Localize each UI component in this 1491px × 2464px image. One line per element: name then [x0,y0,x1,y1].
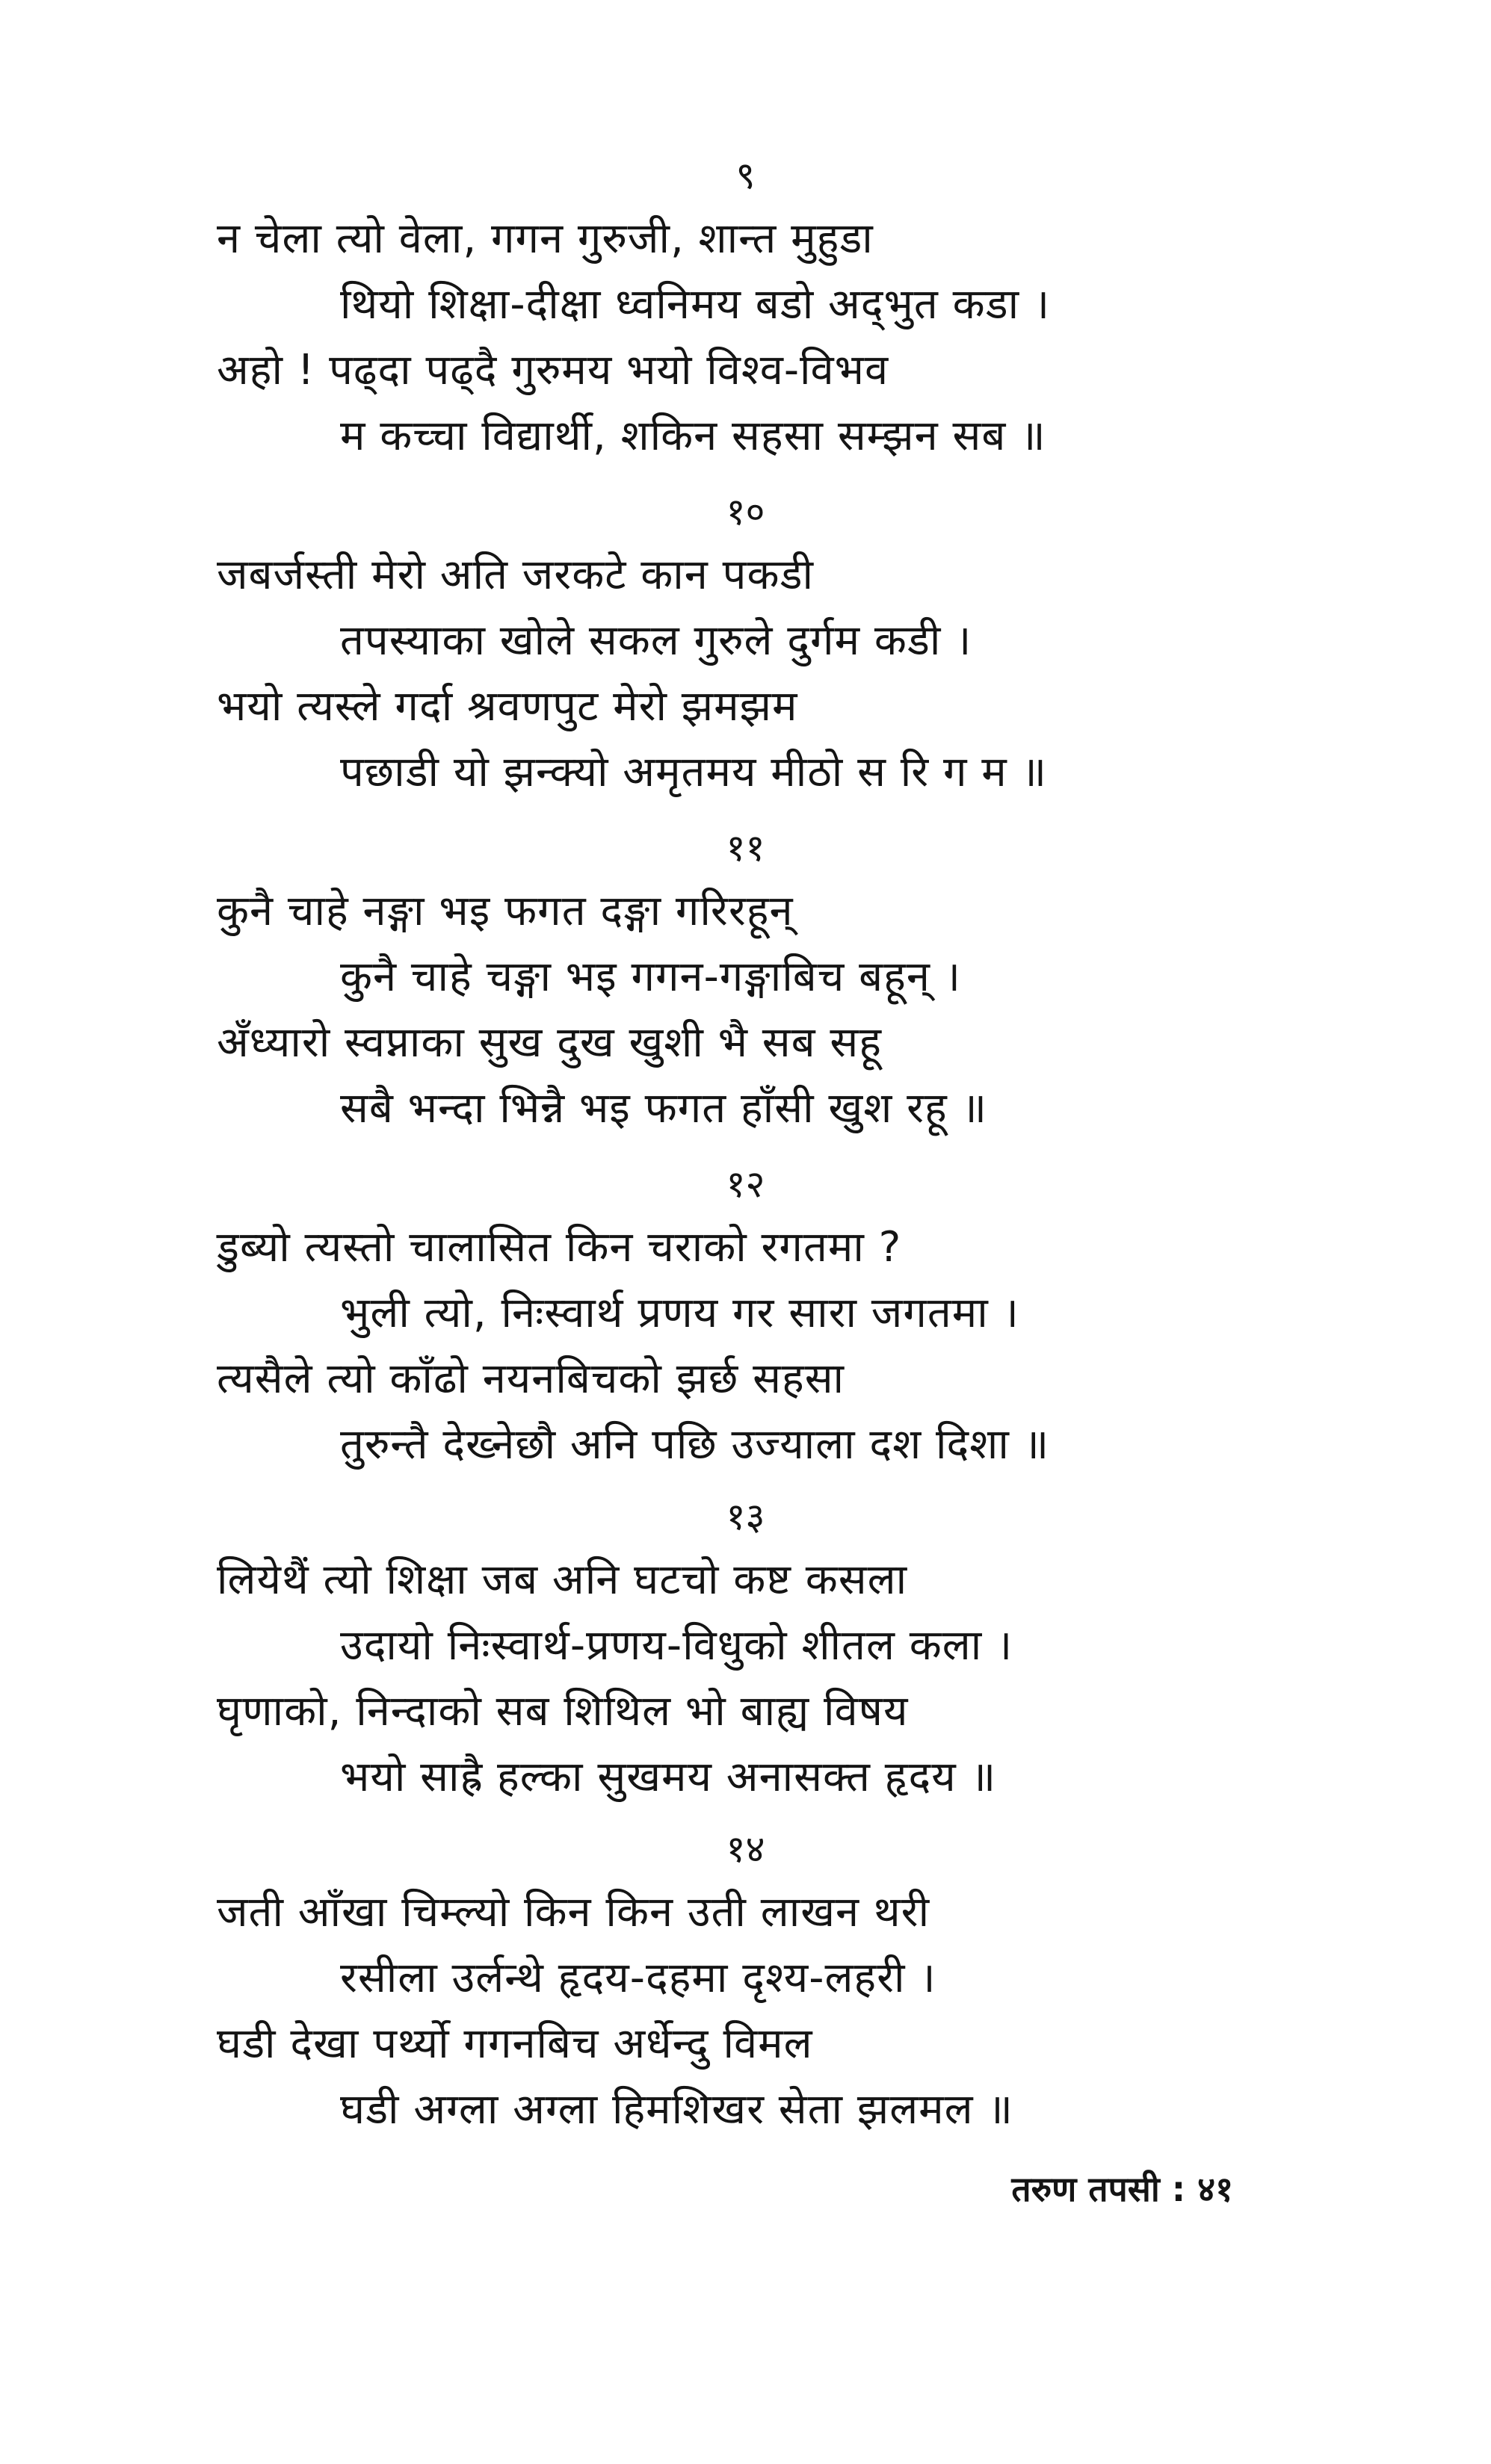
verse-line: भयो साह्रै हल्का सुखमय अनासक्त हृदय ॥ [340,1753,997,1801]
verse-line: घडी अग्ला अग्ला हिमशिखर सेता झलमल ॥ [340,2085,1013,2134]
verse-line: भुली त्यो, निःस्वार्थ प्रणय गर सारा जगतमा । [340,1289,1019,1337]
stanza-number: १० [726,490,765,533]
verse-line: तपस्याका खोले सकल गुरुले दुर्गम कडी । [340,616,972,665]
stanza-number: १४ [726,1827,765,1871]
verse-line: तुरुन्तै देख्नेछौ अनि पछि उज्याला दश दिशा ॥ [340,1420,1050,1469]
verse-line: म कच्चा विद्यार्थी, शकिन सहसा सम्झन सब ॥ [340,412,1046,460]
verse-line: त्यसैले त्यो काँढो नयनबिचको झर्छ सहसा [217,1355,845,1403]
verse-line: थियो शिक्षा-दीक्षा ध्वनिमय बडो अद्‌भुत कडा । [340,280,1051,329]
verse-line: भयो त्यस्ले गर्दा श्रवणपुट मेरो झमझम [217,682,798,731]
stanza-number: १२ [726,1163,765,1206]
verse-line: अहो ! पढ्दा पढ्दै गुरुमय भयो विश्व-विभव [217,346,889,394]
verse-line: रसीला उर्लन्थे हृदय-दहमा दृश्य-लहरी । [340,1954,936,2002]
verse-line: डुब्यो त्यस्तो चालासित किन चराको रगतमा ? [217,1223,902,1272]
verse-line: अँध्यारो स्वप्नाका सुख दुख खुशी भै सब सहू [217,1018,883,1067]
verse-line: कुनै चाहे चङ्गा भइ गगन-गङ्गाबिच बहून् । [340,953,961,1001]
verse-line: कुनै चाहे नङ्गा भइ फगत दङ्गा गरिरहून् [217,887,794,935]
verse-line: घडी देखा पर्थ्यो गगनबिच अर्धेन्दु विमल [217,2019,813,2068]
verse-line: लियेथैं त्यो शिक्षा जब अनि घटचो कष्ट कसला [217,1556,908,1604]
verse-line: उदायो निःस्वार्थ-प्रणय-विधुको शीतल कला । [340,1621,1013,1670]
verse-line: न चेला त्यो वेला, गगन गुरुजी, शान्त मुहुडा [217,214,874,263]
running-footer: तरुण तपसी : ४१ [1011,2169,1233,2209]
verse-line: पछाडी यो झन्क्यो अमृतमय मीठो स रि ग म ॥ [340,748,1048,796]
stanza-number: ९ [735,154,756,197]
verse-line: घृणाको, निन्दाको सब शिथिल भो बाह्य विषय [217,1687,909,1736]
stanza-number: ११ [726,826,765,870]
verse-line: जती आँखा चिम्ल्यो किन किन उती लाखन थरी [217,1888,930,1937]
verse-line: सबै भन्दा भिन्नै भइ फगत हाँसी खुश रहू ॥ [340,1084,988,1133]
stanza-number: १३ [726,1495,765,1538]
verse-line: जबर्जस्ती मेरो अति जरकटे कान पकडी [217,551,814,599]
